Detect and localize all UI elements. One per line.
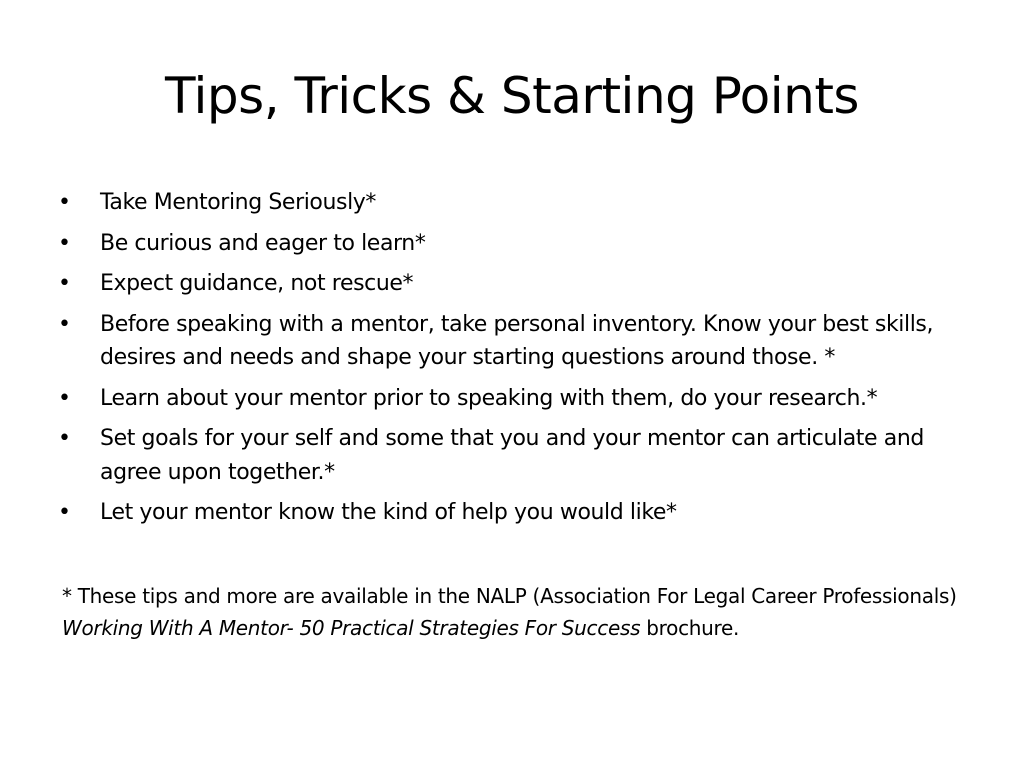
- bullet-item: [58, 422, 988, 489]
- bullet-text: Expect guidance, not rescue*: [100, 271, 414, 296]
- bullet-text: Before speaking with a mentor, take personal inventory. Know your best skills, desires and needs and shape your starting questions around those. *: [100, 311, 934, 370]
- footnote-suffix: brochure.: [640, 616, 740, 640]
- bullet-icon: •: [58, 271, 71, 296]
- bullet-item: [58, 308, 988, 375]
- bullet-text: Take Mentoring Seriously*: [100, 190, 377, 215]
- bullet-item: [58, 496, 988, 530]
- bullet-item: [58, 186, 988, 220]
- bullet-icon: •: [58, 385, 71, 411]
- footnote: [62, 580, 962, 644]
- bullet-text: Set goals for your self and some that you and your mentor can articulate and agree upon together.*: [100, 426, 924, 485]
- footnote-publication-title: Working With A Mentor- 50 Practical Strategies For Success: [62, 616, 641, 640]
- bullet-icon: •: [58, 311, 71, 337]
- bullet-text: Be curious and eager to learn*: [100, 230, 426, 256]
- footnote-prefix: * These tips and more are available in the NALP (Association For Legal Career Professionals): [62, 584, 957, 608]
- bullet-icon: •: [58, 190, 71, 215]
- bullet-text: Learn about your mentor prior to speaking with them, do your research.*: [100, 385, 878, 411]
- bullet-icon: •: [58, 230, 71, 256]
- bullet-item: [58, 227, 988, 261]
- bullet-icon: •: [58, 500, 71, 525]
- bullet-item: [58, 267, 988, 301]
- slide-title: Tips, Tricks & Starting Points: [165, 67, 859, 125]
- bullet-text: Let your mentor know the kind of help you would like*: [100, 500, 677, 525]
- bullet-list: [58, 186, 988, 537]
- bullet-icon: •: [58, 426, 71, 451]
- bullet-item: [58, 382, 988, 416]
